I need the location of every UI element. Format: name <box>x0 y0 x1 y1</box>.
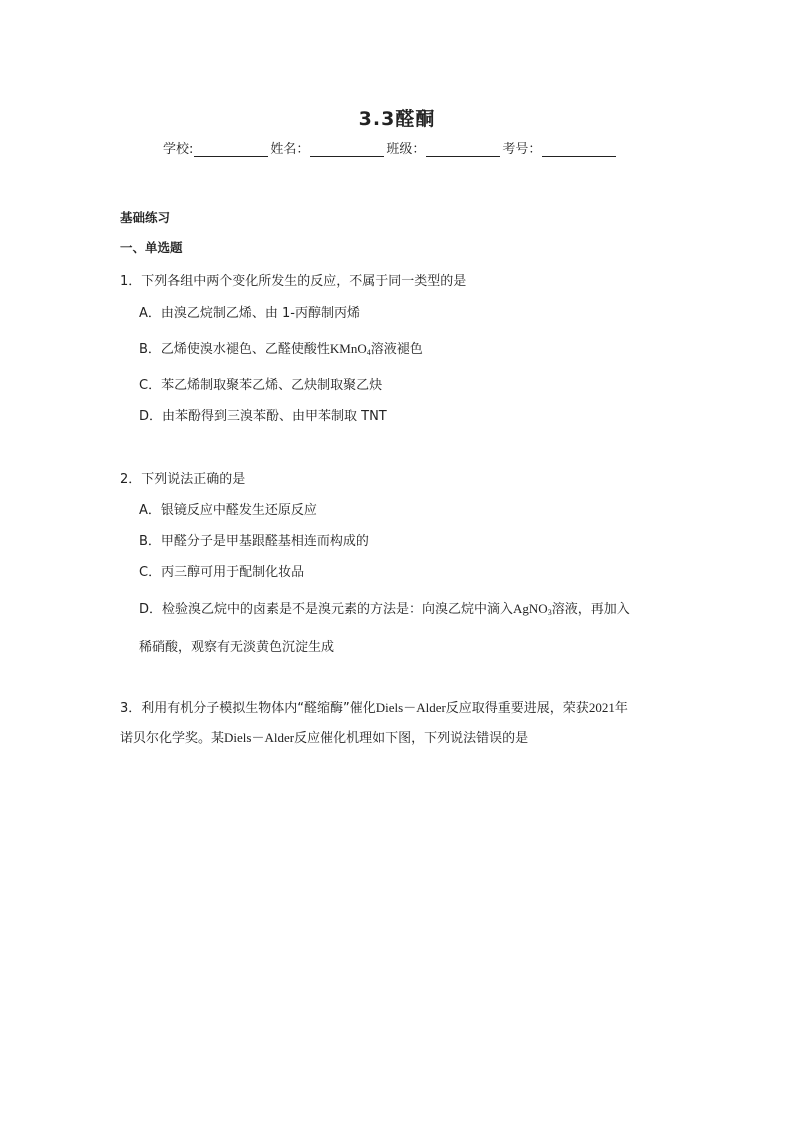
question-1-stem: 1．下列各组中两个变化所发生的反应，不属于同一类型的是 <box>120 274 467 289</box>
question-1-option-a: A．由溴乙烷制乙烯、由 1-丙醇制丙烯 <box>139 306 360 321</box>
name-label: 姓名： <box>270 142 310 157</box>
question-2-option-a: A．银镜反应中醛发生还原反应 <box>139 503 317 518</box>
school-blank[interactable] <box>194 142 268 157</box>
option-d-text: D．检验溴乙烷中的卤素是不是溴元素的方法是：向溴乙烷中滴入 <box>139 602 514 617</box>
page-title: 3.3醛酮 <box>358 108 436 130</box>
school-label: 学校: <box>163 142 194 157</box>
question-2-option-c: C．丙三醇可用于配制化妆品 <box>139 565 305 580</box>
agno3-formula: AgNO$_3$ <box>513 601 552 617</box>
class-label: 班级： <box>386 142 426 157</box>
question-3-stem-line2: 诺贝尔化学奖。某Diels－Alder反应催化机理如下图，下列说法错误的是 <box>120 730 529 746</box>
option-d-tail: 溶液，再加入 <box>551 602 630 617</box>
name-blank[interactable] <box>310 142 384 157</box>
question-2-stem: 2．下列说法正确的是 <box>120 472 246 487</box>
question-1-option-c: C．苯乙烯制取聚苯乙烯、乙炔制取聚乙炔 <box>139 378 383 393</box>
exam-no-blank[interactable] <box>542 142 616 157</box>
part-heading: 一、单选题 <box>120 240 183 255</box>
question-1-option-b <box>139 338 423 357</box>
question-1-option-d: D．由苯酚得到三溴苯酚、由甲苯制取 TNT <box>139 409 387 424</box>
question-2-option-d <box>139 598 630 617</box>
question-3-stem-line1: 3．利用有机分子模拟生物体内“醛缩酶”催化Diels－Alder反应取得重要进展，荣获2021年 <box>120 700 628 716</box>
student-info-row <box>163 138 618 157</box>
option-b-text: B．乙烯使溴水褪色、乙醛使酸性 <box>139 342 330 357</box>
option-b-tail: 溶液褪色 <box>370 342 423 357</box>
question-2-option-d-line2: 稀硝酸，观察有无淡黄色沉淀生成 <box>139 640 335 655</box>
kmno4-formula: KMnO$_4$ <box>329 341 371 357</box>
exam-no-label: 考号： <box>502 142 542 157</box>
class-blank[interactable] <box>426 142 500 157</box>
section-heading: 基础练习 <box>120 210 171 225</box>
question-2-option-b: B．甲醛分子是甲基跟醛基相连而构成的 <box>139 534 369 549</box>
